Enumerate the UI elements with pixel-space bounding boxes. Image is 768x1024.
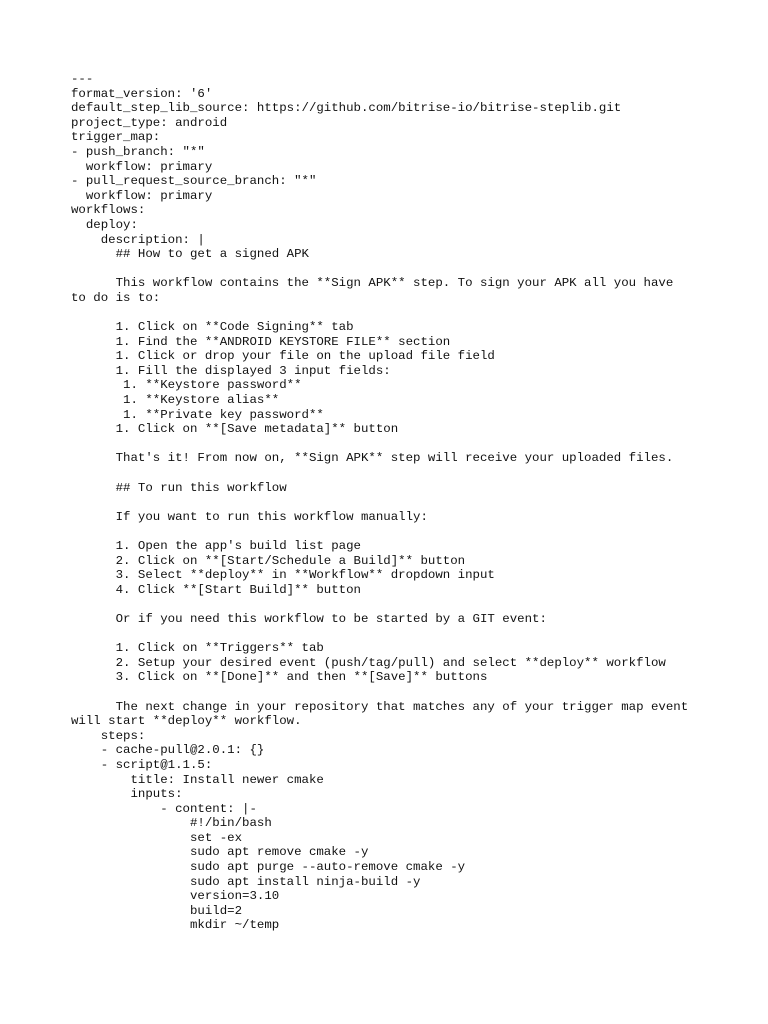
- code-line: - content: |-: [71, 801, 257, 816]
- code-line: 3. Select **deploy** in **Workflow** dropdown input: [71, 568, 495, 583]
- code-line: If you want to run this workflow manually:: [71, 509, 428, 524]
- code-line: default_step_lib_source: https://github.com/bitrise-io/bitrise-steplib.git: [71, 101, 622, 116]
- code-line: deploy:: [71, 217, 138, 232]
- code-line: 1. **Keystore password**: [71, 378, 302, 393]
- code-line: 1. Click on **[Save metadata]** button: [71, 422, 399, 437]
- code-line: #!/bin/bash: [71, 816, 272, 831]
- code-line: 1. Find the **ANDROID KEYSTORE FILE** section: [71, 334, 451, 349]
- code-line: 4. Click **[Start Build]** button: [71, 582, 361, 597]
- code-line: description: |: [71, 232, 205, 247]
- code-line: [71, 627, 701, 642]
- code-line: - script@1.1.5:: [71, 757, 213, 772]
- code-line: inputs:: [71, 787, 183, 802]
- code-line: sudo apt install ninja-build -y: [71, 874, 421, 889]
- code-line: [71, 306, 701, 321]
- code-line: 1. Fill the displayed 3 input fields:: [71, 363, 391, 378]
- code-line: set -ex: [71, 830, 243, 845]
- code-line: [71, 262, 701, 277]
- code-line: - push_branch: "*": [71, 144, 205, 159]
- code-line: 1. Click on **Code Signing** tab: [71, 320, 354, 335]
- code-line: to do is to:: [71, 290, 161, 305]
- code-line: 2. Click on **[Start/Schedule a Build]** button: [71, 553, 466, 568]
- code-line: format_version: '6': [71, 86, 213, 101]
- code-line: - pull_request_source_branch: "*": [71, 174, 317, 189]
- code-line: 1. Click or drop your file on the upload file field: [71, 349, 495, 364]
- code-line: workflows:: [71, 203, 146, 218]
- code-line: 3. Click on **[Done]** and then **[Save]** buttons: [71, 670, 488, 685]
- code-line: 1. Click on **Triggers** tab: [71, 641, 324, 656]
- code-line: The next change in your repository that matches any of your trigger map event: [71, 699, 689, 714]
- code-line: trigger_map:: [71, 130, 161, 145]
- yaml-code-block: [71, 72, 701, 933]
- code-line: sudo apt purge --auto-remove cmake -y: [71, 860, 466, 875]
- code-line: 1. **Keystore alias**: [71, 393, 280, 408]
- code-line: [71, 685, 701, 700]
- code-line: [71, 524, 701, 539]
- code-line: title: Install newer cmake: [71, 772, 324, 787]
- code-line: 1. Open the app's build list page: [71, 539, 361, 553]
- code-line: sudo apt remove cmake -y: [71, 845, 369, 860]
- code-line: This workflow contains the **Sign APK** step. To sign your APK all you have: [71, 276, 674, 291]
- code-line: ---: [71, 72, 94, 86]
- code-line: project_type: android: [71, 115, 228, 130]
- code-line: will start **deploy** workflow.: [71, 714, 302, 729]
- code-line: [71, 466, 701, 481]
- code-line: ## To run this workflow: [71, 480, 287, 495]
- code-line: [71, 597, 701, 612]
- code-line: workflow: primary: [71, 188, 213, 203]
- code-line: Or if you need this workflow to be started by a GIT event:: [71, 611, 547, 626]
- code-line: mkdir ~/temp: [71, 918, 280, 933]
- code-line: 2. Setup your desired event (push/tag/pull) and select **deploy** workflow: [71, 655, 666, 670]
- code-line: version=3.10: [71, 889, 280, 904]
- code-line: workflow: primary: [71, 159, 213, 174]
- code-line: That's it! From now on, **Sign APK** step will receive your uploaded files.: [71, 451, 674, 466]
- code-line: steps:: [71, 728, 146, 743]
- code-line: ## How to get a signed APK: [71, 247, 309, 262]
- code-line: build=2: [71, 903, 243, 918]
- code-line: - cache-pull@2.0.1: {}: [71, 743, 265, 758]
- code-line: [71, 437, 701, 452]
- code-line: 1. **Private key password**: [71, 407, 324, 422]
- code-line: [71, 495, 701, 510]
